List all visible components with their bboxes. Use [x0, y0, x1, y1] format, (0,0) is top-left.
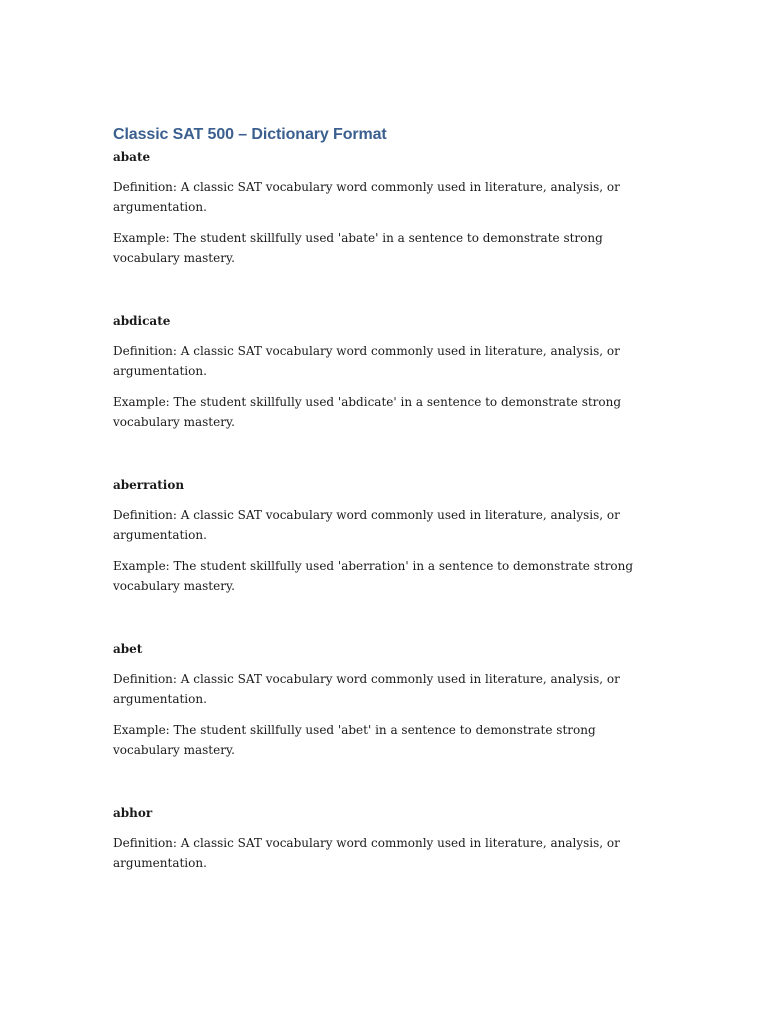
dictionary-entry — [113, 148, 658, 268]
document-page — [113, 124, 658, 873]
entry-word: abate — [113, 150, 151, 164]
entry-word: abdicate — [113, 314, 171, 328]
entry-example: Example: The student skillfully used 'aberration' in a sentence to demonstrate strong vocabulary mastery. — [113, 559, 634, 593]
entry-example: Example: The student skillfully used 'abdicate' in a sentence to demonstrate strong vocabulary mastery. — [113, 395, 622, 429]
dictionary-entry — [113, 804, 658, 873]
entry-word: aberration — [113, 478, 185, 492]
entry-definition: Definition: A classic SAT vocabulary word commonly used in literature, analysis, or argumentation. — [113, 180, 620, 214]
dictionary-entry — [113, 312, 658, 432]
entry-example: Example: The student skillfully used 'abate' in a sentence to demonstrate strong vocabulary mastery. — [113, 231, 603, 265]
entry-definition: Definition: A classic SAT vocabulary word commonly used in literature, analysis, or argumentation. — [113, 344, 620, 378]
entry-definition: Definition: A classic SAT vocabulary word commonly used in literature, analysis, or argumentation. — [113, 672, 620, 706]
entry-word: abhor — [113, 806, 153, 820]
document-title: Classic SAT 500 – Dictionary Format — [113, 126, 387, 143]
entry-definition: Definition: A classic SAT vocabulary word commonly used in literature, analysis, or argumentation. — [113, 508, 620, 542]
dictionary-entry — [113, 476, 658, 596]
entry-example: Example: The student skillfully used 'abet' in a sentence to demonstrate strong vocabulary mastery. — [113, 723, 596, 757]
dictionary-entry — [113, 640, 658, 760]
entry-definition: Definition: A classic SAT vocabulary word commonly used in literature, analysis, or argumentation. — [113, 836, 620, 870]
entry-word: abet — [113, 642, 143, 656]
